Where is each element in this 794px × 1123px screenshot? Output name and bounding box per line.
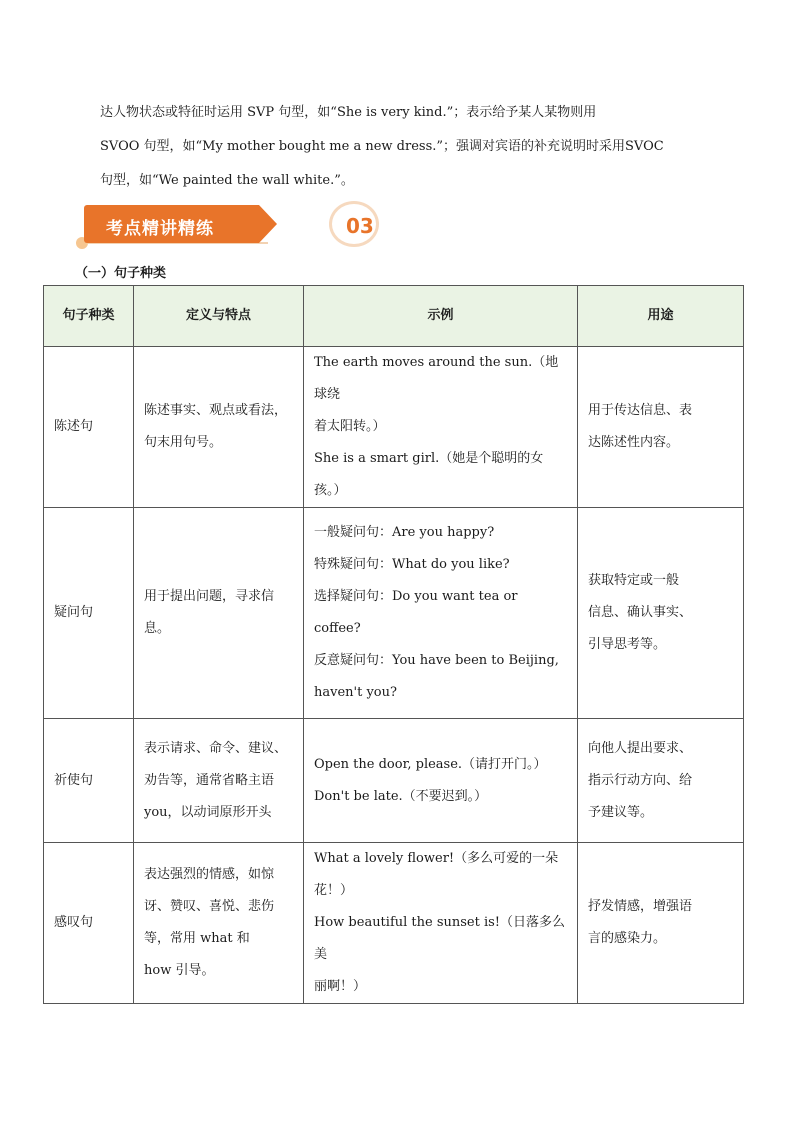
row-definition [134, 719, 304, 843]
definition-line: you，以动词原形开头 [144, 804, 272, 820]
banner-arrow [259, 205, 277, 243]
example-line: What a lovely flower!（多么可爱的一朵 [314, 851, 559, 866]
row-examples [304, 843, 578, 1004]
row-usage [578, 719, 744, 843]
intro-line: SVOO 句型，如“My mother bought me a new dress.”；强调对宾语的补充说明时采用SVOC [100, 139, 664, 154]
definition-line: how 引导。 [144, 963, 215, 978]
row-definition [134, 347, 304, 508]
row-usage [578, 347, 744, 508]
example-line: 丽啊！） [314, 979, 367, 994]
table-row [44, 347, 744, 508]
definition-line: 表达强烈的情感，如惊 [144, 867, 275, 882]
row-type: 感叹句 [44, 843, 134, 1004]
example-line: haven't you? [314, 685, 397, 700]
example-line: 特殊疑问句：What do you like? [314, 557, 510, 572]
row-examples [304, 508, 578, 719]
table-row [44, 843, 744, 1004]
header-example: 示例 [304, 286, 578, 347]
usage-line: 予建议等。 [588, 804, 654, 820]
definition-line: 用于提出问题，寻求信 [144, 589, 275, 604]
definition-line: 息。 [144, 621, 171, 636]
row-definition [134, 508, 304, 719]
table-row [44, 508, 744, 719]
intro-paragraph [100, 96, 664, 198]
usage-line: 信息、确认事实、 [588, 605, 693, 620]
usage-line: 向他人提出要求、 [588, 740, 693, 756]
row-type: 疑问句 [44, 508, 134, 719]
definition-line: 等，常用 what 和 [144, 931, 250, 946]
example-line: Don't be late.（不要迟到。） [314, 788, 488, 804]
sentence-types-table [43, 285, 744, 1004]
row-definition [134, 843, 304, 1004]
example-line: Open the door, please.（请打开门。） [314, 756, 547, 772]
usage-line: 获取特定或一般 [588, 573, 680, 588]
row-type: 祈使句 [44, 719, 134, 843]
example-line: 一般疑问句：Are you happy? [314, 525, 495, 540]
example-line: 选择疑问句：Do you want tea or coffee? [314, 589, 518, 636]
definition-line: 陈述事实、观点或看法， [144, 403, 288, 418]
row-usage [578, 508, 744, 719]
intro-line: 句型，如“We painted the wall white.”。 [100, 173, 354, 188]
example-line: 花！） [314, 883, 354, 898]
example-line: 着太阳转。） [314, 419, 386, 434]
section-banner [76, 200, 374, 248]
usage-line: 指示行动方向、给 [588, 772, 693, 788]
usage-line: 言的感染力。 [588, 931, 667, 946]
row-examples [304, 347, 578, 508]
definition-line: 表示请求、命令、建议、 [144, 740, 288, 756]
example-line: 反意疑问句：You have been to Beijing, [314, 653, 559, 668]
row-examples [304, 719, 578, 843]
usage-line: 引导思考等。 [588, 637, 667, 652]
usage-line: 达陈述性内容。 [588, 435, 680, 450]
example-line: How beautiful the sunset is!（日落多么美 [314, 915, 566, 962]
banner-title: 考点精讲精练 [106, 219, 214, 239]
usage-line: 用于传达信息、表 [588, 403, 693, 418]
definition-line: 句末用句号。 [144, 435, 223, 450]
definition-line: 劝告等，通常省略主语 [144, 772, 275, 788]
usage-line: 抒发情感，增强语 [588, 899, 693, 914]
definition-line: 讶、赞叹、喜悦、悲伤 [144, 899, 275, 914]
header-usage: 用途 [578, 286, 744, 347]
example-line: The earth moves around the sun.（地球绕 [314, 355, 559, 402]
banner-number: 03 [346, 214, 374, 238]
row-type: 陈述句 [44, 347, 134, 508]
intro-line: 达人物状态或特征时运用 SVP 句型，如“She is very kind.”；表示给予某人某物则用 [100, 105, 597, 120]
table-header-row [44, 286, 744, 347]
header-type: 句子种类 [44, 286, 134, 347]
table-row [44, 719, 744, 843]
section-heading: （一）句子种类 [75, 266, 167, 281]
row-usage [578, 843, 744, 1004]
header-definition: 定义与特点 [134, 286, 304, 347]
example-line: She is a smart girl.（她是个聪明的女孩。） [314, 451, 544, 498]
